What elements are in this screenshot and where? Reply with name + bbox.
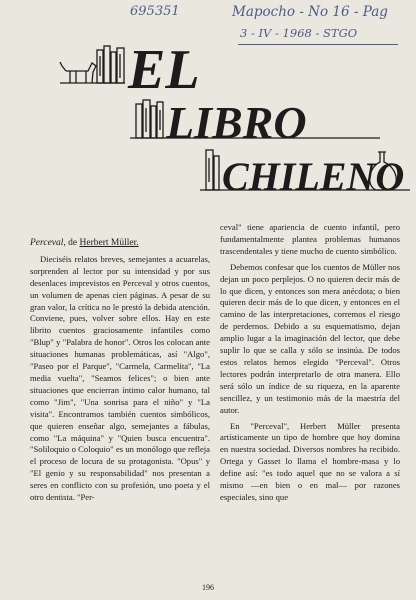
paragraph: ceval" tiene apariencia de cuento infantil, pero fundamentalmente plantea problemas humanos trascendentales y tiene mucho de cuento simbólico. — [220, 222, 400, 256]
article-column-left — [30, 238, 210, 508]
paragraph: Dieciséis relatos breves, semejantes a acuarelas, sorprenden al lector por su intensidad y por sus desenlaces imprevistos en Perceval y otros cuentos, un volumen de apenas cien páginas. A pesar de su gran valor, la crítica no le prestó la debida atención. Conviene, pues, volver sobre ellos. Hay en este librito cuentos graciosamente infantiles como "Blup" y "Palabra de honor". Otros los colocan ante situaciones humanas problemáticas, así "Algo", "Paseo por el Parque", "Carmela, Carmelita", "La media vuelta", "Seamos felices"; o bien ante situaciones que encierran íntimo calor humano, tal como "Jim", "Una sonrisa para el niño" y "La visita". Encontramos también cuentos simbólicos, que quieren enseñar algo, semejantes a fábulas, como "La máquina" y "Quien busca encuentra". "Soliloquio o Coloquio" es un monólogo que refleja el proceso de locura de su protagonista. "Opus" y "El genio y su responsabilidad" nos presentan a seres en conflicto con su profesión, uno poeta y el otro dentista. "Per- — [30, 253, 210, 503]
source-author: Herbert Müller. — [79, 238, 139, 248]
article-column-right — [220, 222, 400, 508]
page-number: 196 — [202, 583, 214, 592]
dog-icon — [60, 62, 96, 83]
masthead-illustration — [0, 0, 416, 210]
source-preposition: de — [65, 238, 80, 248]
date-annotation: 3 - IV - 1968 - STGO — [240, 26, 358, 40]
masthead-libro: LIBRO — [166, 97, 307, 148]
paragraph: En "Perceval", Herbert Müller presenta artísticamente un tipo de hombre que hoy domina en nuestra sociedad. Diversos nombres ha recibido. Ortega y Gasset lo llama el hombre-masa y lo define así: "es todo aquel que no se valora a sí mismo —en bien o en mal— por razones especiales, sino que — [220, 420, 400, 502]
catalog-annotation: 695351 — [130, 4, 180, 19]
paragraph: Debemos confesar que los cuentos de Müller nos dejan un poco perplejos. O no quieren decir más de lo que dicen, y entonces son mera anécdota; o bien quieren decir más de lo que dicen, y entonces en el camino de las interpretaciones, corremos el riesgo de perdernos. Debido a su esquematismo, dejan amplio lugar a la imaginación del lector, que debe suplir lo que se calla y sólo se insinúa. De todos estos relatos hemos elegido "Perceval". Otros lectores podrán interpretarlo de otra manera. Ello será sólo un índice de su riqueza, en la aparente sencillez, y un testimonio más de la maestría del autor. — [220, 261, 400, 415]
masthead-el: EL — [128, 39, 200, 101]
source-annotation: Mapocho - No 16 - Pag — [232, 4, 388, 20]
source-work: Perceval, — [30, 238, 66, 248]
masthead-chileno: CHILENO — [222, 154, 405, 199]
article-source — [30, 238, 210, 250]
